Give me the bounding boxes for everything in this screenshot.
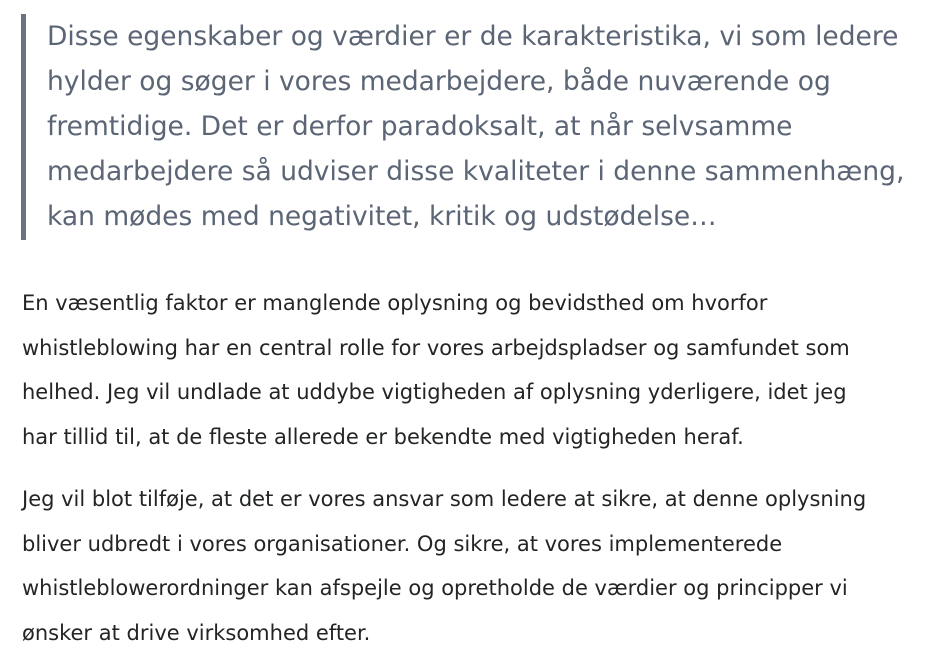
paragraph-line: En væsentlig faktor er manglende oplysning og bevidsthed om hvorfor <box>22 291 768 315</box>
paragraph-line: helhed. Jeg vil undlade at uddybe vigtigheden af oplysning yderligere, idet jeg <box>22 380 847 404</box>
quote-line: fremtidige. Det er derfor paradoksalt, at når selvsamme <box>47 111 793 142</box>
pull-quote <box>21 14 905 240</box>
paragraph-line: har tillid til, at de fleste allerede er bekendte med vigtigheden heraf. <box>22 424 744 449</box>
paragraph-line: ønsker at drive virksomhed efter. <box>22 620 371 645</box>
quote-line: kan mødes med negativitet, kritik og udstødelse… <box>47 201 717 232</box>
quote-line: hylder og søger i vores medarbejdere, både nuværende og <box>47 66 831 97</box>
paragraph-line: whistleblowing har en central rolle for vores arbejdspladser og samfundet som <box>22 335 850 360</box>
paragraph-line: Jeg vil blot tilføje, at det er vores ansvar som ledere at sikre, at denne oplysning <box>22 487 867 511</box>
paragraph-line: bliver udbredt i vores organisationer. Og sikre, at vores implementerede <box>22 531 783 556</box>
paragraph-line: whistleblowerordninger kan afspejle og opretholde de værdier og principper vi <box>22 576 848 600</box>
body-paragraph-1 <box>22 281 922 459</box>
quote-line: Disse egenskaber og værdier er de karakteristika, vi som ledere <box>47 21 899 52</box>
quote-line: medarbejdere så udviser disse kvaliteter i denne sammenhæng, <box>47 156 905 187</box>
body-paragraph-2 <box>22 477 922 653</box>
